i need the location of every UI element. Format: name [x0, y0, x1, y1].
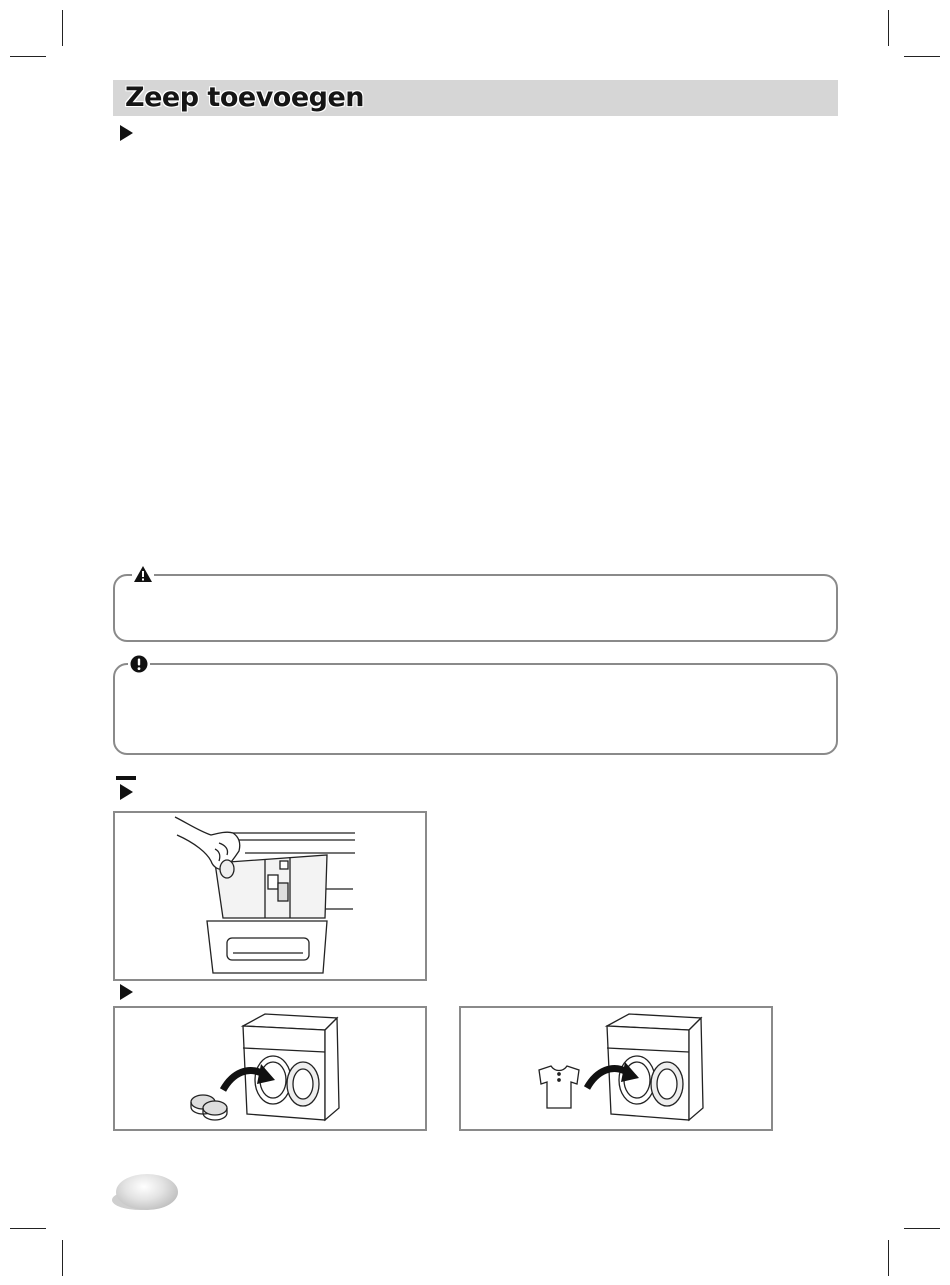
- section-title: Zeep toevoegen: [125, 82, 365, 113]
- exclamation-circle-icon: [128, 654, 150, 674]
- section-marker: [116, 776, 136, 780]
- drawer-figure: [113, 811, 427, 981]
- section-title-bar: [113, 80, 838, 116]
- bullet-arrow-icon: [120, 784, 133, 800]
- page-number-badge: [116, 1174, 178, 1210]
- crop-mark: [888, 1240, 889, 1276]
- crop-mark: [10, 1228, 46, 1229]
- warning-triangle-icon: [132, 564, 154, 584]
- clothes-figure: [459, 1006, 773, 1131]
- crop-mark: [62, 1240, 63, 1276]
- warning-callout: [113, 574, 838, 642]
- tablets-into-drum-illustration: [115, 1008, 425, 1129]
- bullet-arrow-icon: [120, 984, 133, 1000]
- crop-mark: [888, 10, 889, 46]
- note-callout: [113, 663, 838, 755]
- note-callout-rule: [325, 663, 822, 665]
- clothes-into-drum-illustration: [461, 1008, 771, 1129]
- crop-mark: [62, 10, 63, 46]
- warning-callout-rule: [392, 574, 822, 576]
- crop-mark: [904, 56, 940, 57]
- crop-mark: [904, 1228, 940, 1229]
- detergent-drawer-illustration: [115, 813, 425, 979]
- tablets-figure: [113, 1006, 427, 1131]
- crop-mark: [10, 56, 46, 57]
- bullet-arrow-icon: [120, 125, 133, 141]
